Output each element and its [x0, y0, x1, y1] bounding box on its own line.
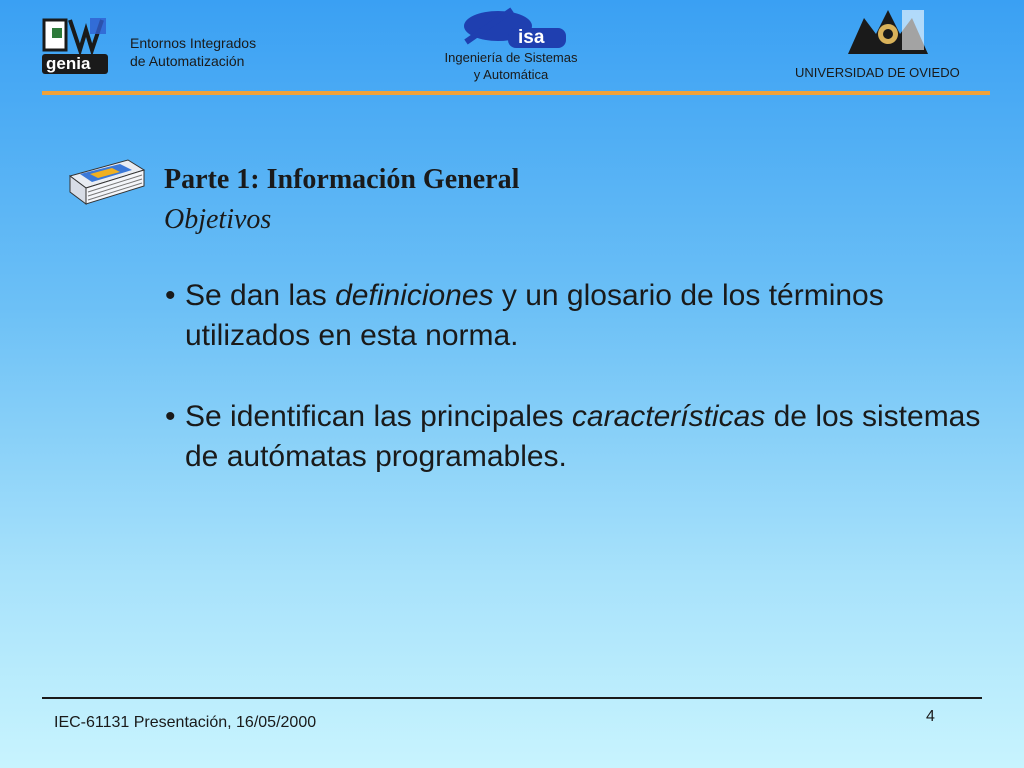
header-center-line2: y Automática: [473, 67, 549, 82]
bullet-item: [165, 397, 985, 477]
bullet-text-emphasis: definiciones: [335, 279, 494, 312]
bullet-item: [165, 276, 985, 356]
bullet-text-pre: Se dan las: [185, 279, 336, 312]
bullet-text: [185, 276, 985, 356]
header-left-line2: de Automatización: [130, 53, 245, 69]
footer-divider: [42, 697, 982, 699]
isa-logo: [452, 6, 570, 50]
genia-logo: [40, 14, 112, 76]
bullet-marker: •: [165, 400, 176, 433]
header-right-title: UNIVERSIDAD DE OVIEDO: [795, 65, 960, 80]
header-center-title: [436, 49, 586, 83]
slide-subtitle: Objetivos: [164, 204, 272, 235]
bullet-text-post: de los sistemas de autómatas programables.: [185, 400, 981, 473]
slide-title: Parte 1: Información General: [164, 164, 520, 195]
header-center-line1: Ingeniería de Sistemas: [444, 50, 578, 65]
isa-logo-text: isa: [518, 27, 545, 48]
bullet-text-pre: Se identifican las principales: [185, 400, 572, 433]
footer-caption: IEC-61131 Presentación, 16/05/2000: [54, 714, 317, 731]
bullet-text-post: y un glosario de los términos utilizados en esta norma.: [185, 279, 884, 352]
genia-logo-text: genia: [46, 54, 91, 73]
bullet-text: [185, 397, 985, 477]
header-left-title: [130, 34, 256, 70]
book-stack-icon: [66, 156, 146, 208]
header-left-line1: Entornos Integrados: [130, 35, 257, 51]
university-crest-icon: [846, 4, 930, 56]
bullet-text-emphasis: características: [571, 400, 766, 433]
header-divider: [42, 91, 990, 95]
page-number: 4: [926, 708, 935, 725]
bullet-marker: •: [165, 279, 176, 312]
